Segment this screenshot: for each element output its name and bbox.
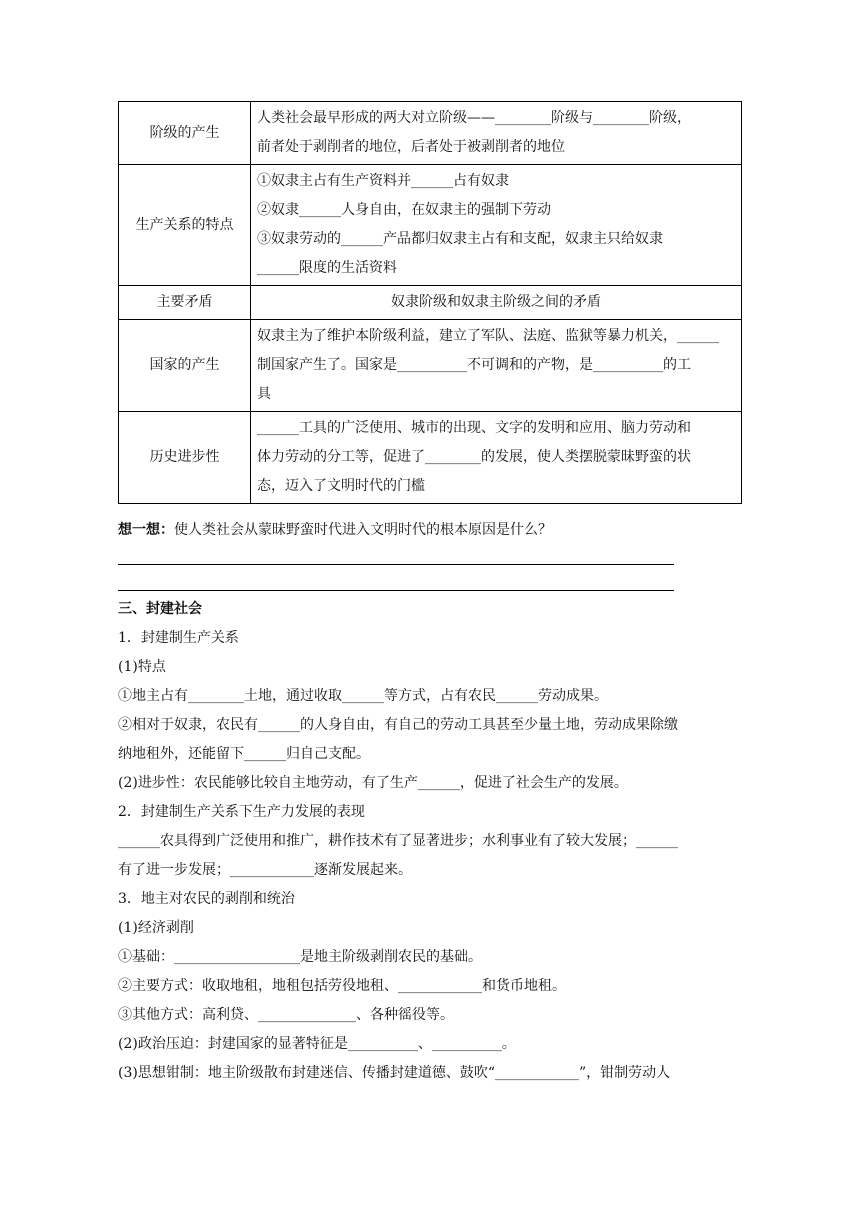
answer-line (118, 590, 674, 591)
row-header: 主要矛盾 (119, 286, 251, 320)
text-line: (2)政治压迫：封建国家的显著特征是__________、__________。 (118, 1036, 516, 1052)
text-line: ②相对于奴隶，农民有______的人身自由，有自己的劳动工具甚至少量土地，劳动成果除缴 (118, 717, 678, 733)
row-header: 国家的产生 (119, 320, 251, 412)
text-line: (1)特点 (118, 659, 166, 675)
text-line: ①基础：__________________是地主阶级剥削农民的基础。 (118, 949, 482, 965)
text-line: ______农具得到广泛使用和推广，耕作技术有了显著进步；水利事业有了较大发展；______ (118, 833, 678, 849)
think-label: 想一想： (118, 522, 174, 538)
row-header: 历史进步性 (119, 412, 251, 504)
feudal-society-section (118, 595, 742, 1088)
content-line: 人类社会最早形成的两大对立阶级——________阶级与________阶级， (257, 110, 691, 126)
table-row (119, 165, 742, 286)
subheading: 3．地主对农民的剥削和统治 (118, 891, 295, 907)
slave-society-table (118, 101, 742, 504)
table-row (119, 286, 742, 320)
content-line: ______限度的生活资料 (257, 260, 397, 276)
content-line: 态，迈入了文明时代的门槛 (257, 478, 425, 494)
section-heading: 三、封建社会 (118, 601, 202, 617)
row-header: 生产关系的特点 (119, 165, 251, 286)
content-line: 前者处于剥削者的地位，后者处于被剥削者的地位 (257, 139, 565, 155)
table-row (119, 102, 742, 165)
text-line: (1)经济剥削 (118, 920, 194, 936)
row-content (251, 320, 742, 412)
table-row (119, 412, 742, 504)
text-line: (2)进步性：农民能够比较自主地劳动，有了生产______，促进了社会生产的发展。 (118, 775, 628, 791)
think-question-text: 使人类社会从蒙昧野蛮时代进入文明时代的根本原因是什么？ (174, 522, 552, 538)
content-line: ①奴隶主占有生产资料并______占有奴隶 (257, 173, 509, 189)
row-content: 奴隶阶级和奴隶主阶级之间的矛盾 (251, 286, 742, 320)
content-line: 奴隶主为了维护本阶级利益，建立了军队、法庭、监狱等暴力机关，______ (257, 328, 719, 344)
content-line: ②奴隶______人身自由，在奴隶主的强制下劳动 (257, 202, 551, 218)
row-content (251, 102, 742, 165)
text-line: (3)思想钳制：地主阶级散布封建迷信、传播封建道德、鼓吹“____________”，钳制劳动人 (118, 1065, 671, 1081)
row-content (251, 165, 742, 286)
answer-line (118, 564, 674, 565)
row-content (251, 412, 742, 504)
table-row (119, 320, 742, 412)
subheading: 1．封建制生产关系 (118, 630, 239, 646)
text-line: 纳地租外，还能留下______归自己支配。 (118, 746, 370, 762)
text-line: ②主要方式：收取地租，地租包括劳役地租、____________和货币地租。 (118, 978, 566, 994)
content-line: 具 (257, 386, 271, 402)
subheading: 2．封建制生产关系下生产力发展的表现 (118, 804, 365, 820)
think-question (118, 517, 552, 543)
content-line: ③奴隶劳动的______产品都归奴隶主占有和支配，奴隶主只给奴隶 (257, 231, 663, 247)
row-header: 阶级的产生 (119, 102, 251, 165)
content-line: 制国家产生了。国家是__________不可调和的产物，是__________的工 (257, 357, 691, 373)
text-line: ③其他方式：高利贷、______________、各种徭役等。 (118, 1007, 454, 1023)
content-line: 体力劳动的分工等，促进了________的发展，使人类摆脱蒙昧野蛮的状 (257, 449, 691, 465)
text-line: 有了进一步发展；____________逐渐发展起来。 (118, 862, 412, 878)
text-line: ①地主占有________土地，通过收取______等方式，占有农民______劳动成果。 (118, 688, 608, 704)
content-line: ______工具的广泛使用、城市的出现、文字的发明和应用、脑力劳动和 (257, 420, 691, 436)
